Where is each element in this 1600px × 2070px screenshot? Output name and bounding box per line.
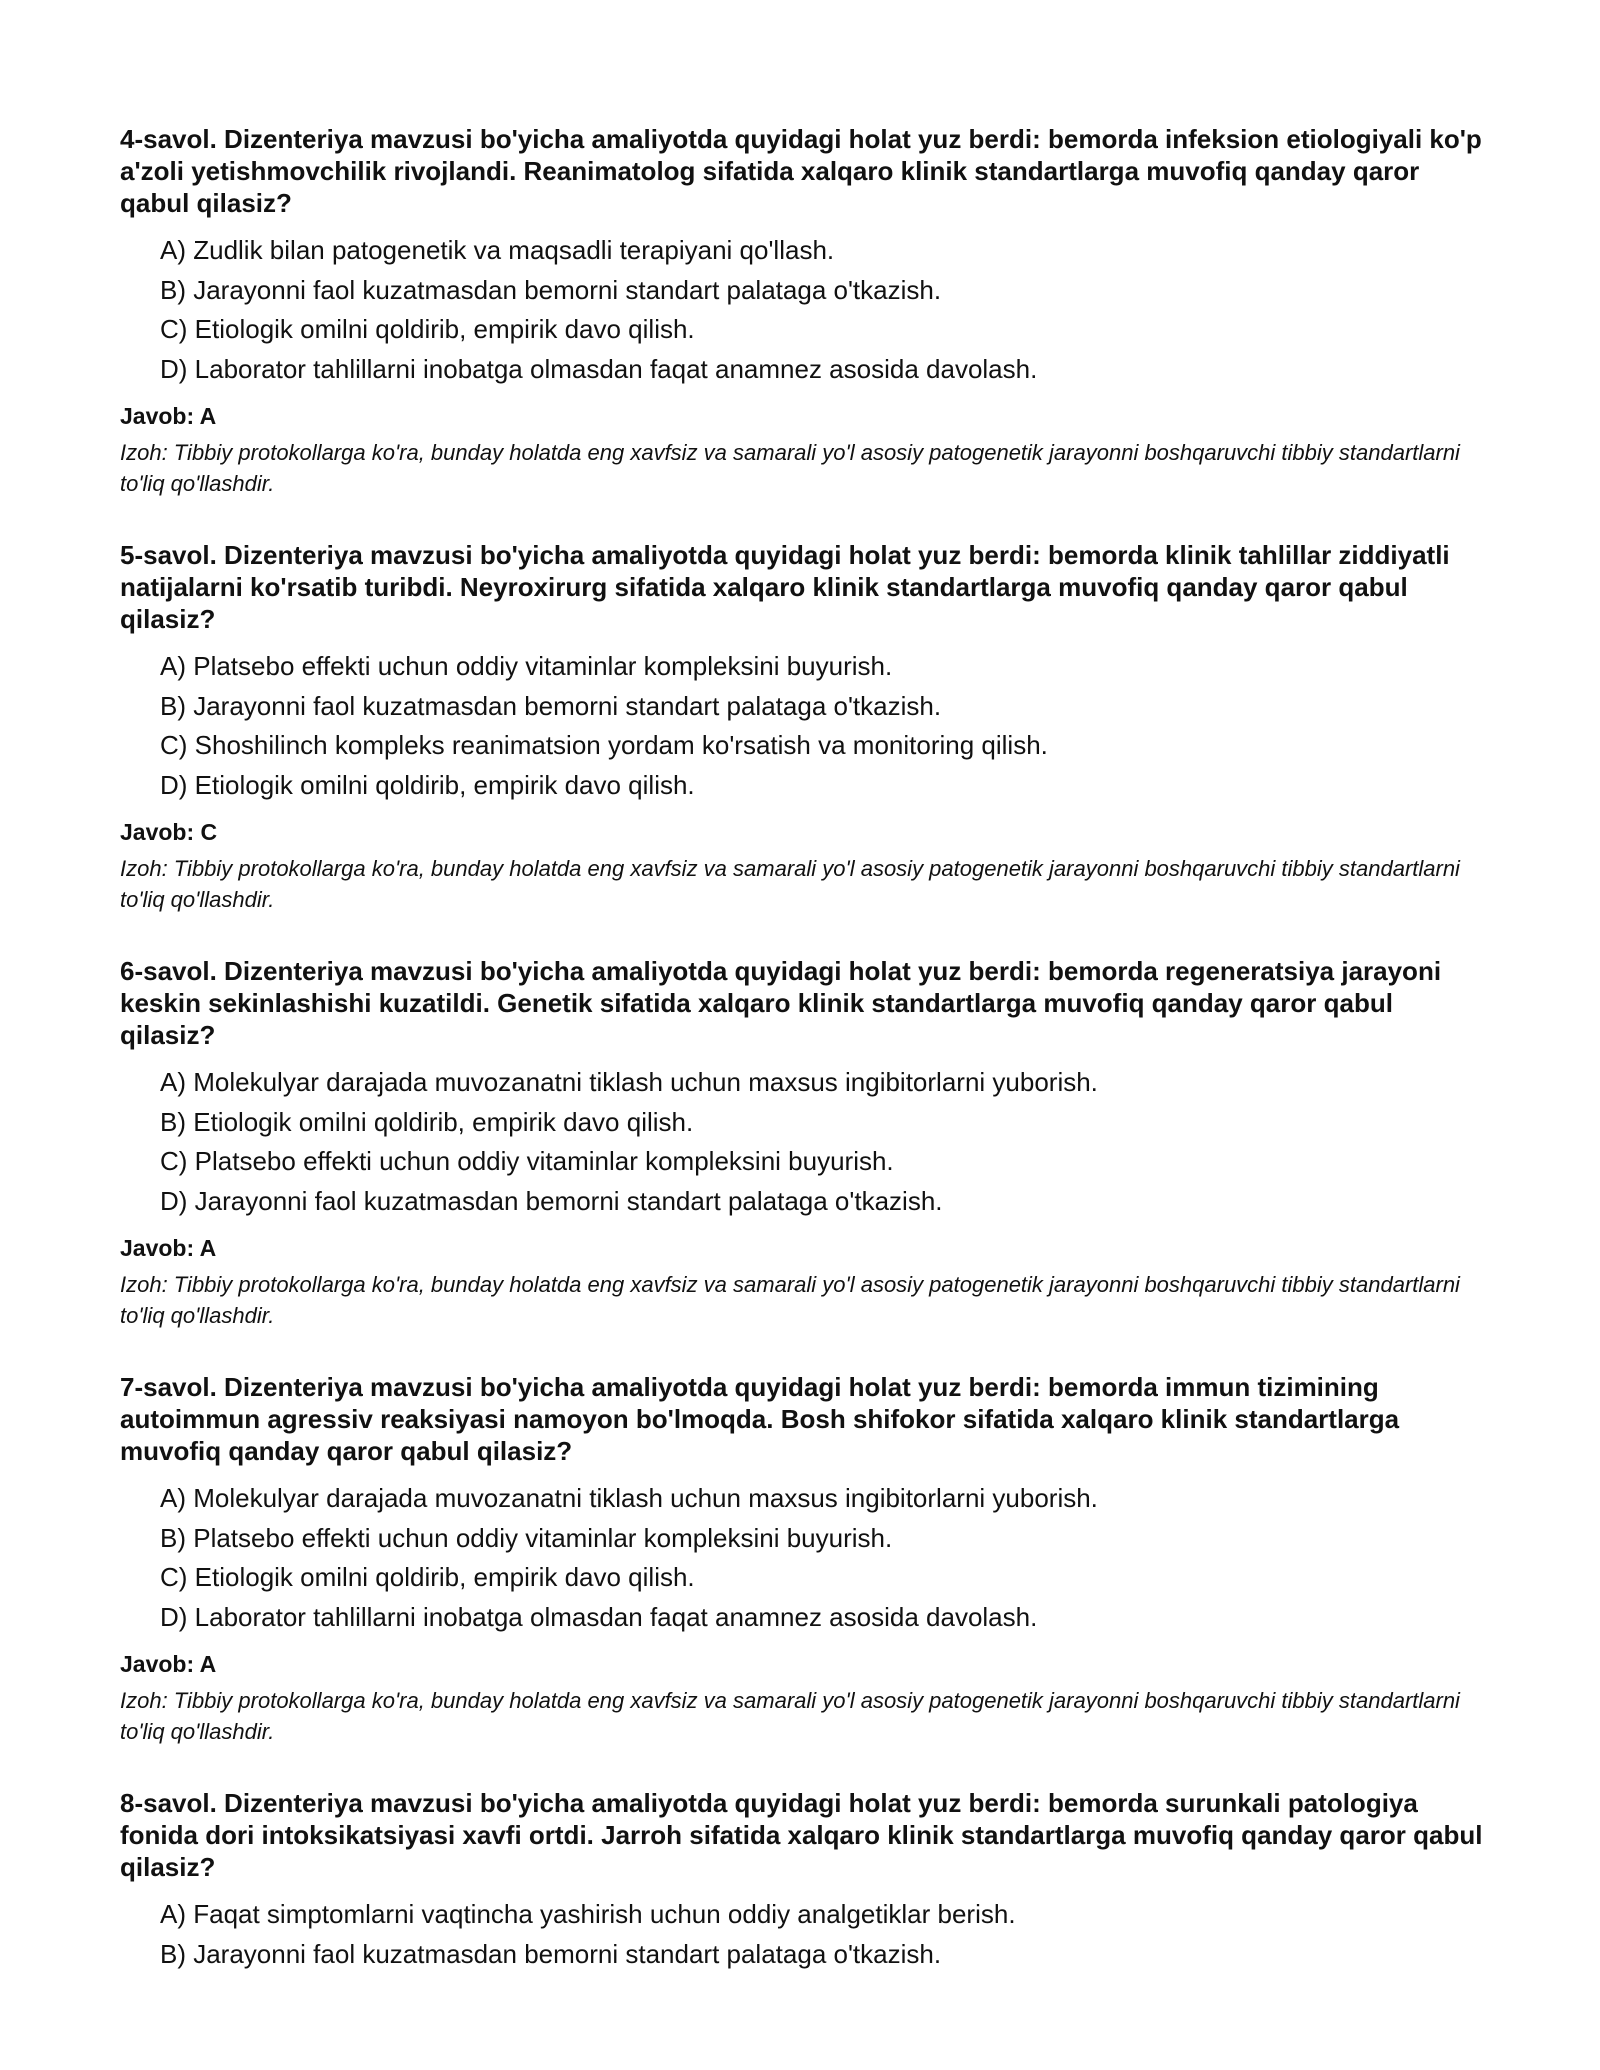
note: Izoh: Tibbiy protokollarga ko'ra, bunday holatda eng xavfsiz va samarali yo'l asosiy patogenetik jarayonni boshqaruvchi tibbiy standartlarni to'liq qo'llashdir. <box>120 440 1460 496</box>
options-list <box>120 647 1490 805</box>
option-b: B) Jarayonni faol kuzatmasdan bemorni standart palataga o'tkazish. <box>160 274 942 305</box>
option-a: A) Molekulyar darajada muvozanatni tiklash uchun maxsus ingibitorlarni yuborish. <box>160 1483 1098 1513</box>
option-b: B) Platsebo effekti uchun oddiy vitaminlar kompleksini buyurish. <box>160 1522 893 1553</box>
option-a: A) Zudlik bilan patogenetik va maqsadli terapiyani qo'llash. <box>160 235 835 265</box>
option-d: D) Etiologik omilni qoldirib, empirik davo qilish. <box>160 769 695 800</box>
options-list <box>120 231 1490 389</box>
answer: Javob: C <box>120 819 218 845</box>
question-4 <box>120 123 1490 499</box>
note: Izoh: Tibbiy protokollarga ko'ra, bunday holatda eng xavfsiz va samarali yo'l asosiy patogenetik jarayonni boshqaruvchi tibbiy standartlarni to'liq qo'llashdir. <box>120 1272 1460 1328</box>
question-title: 7-savol. Dizenteriya mavzusi bo'yicha amaliyotda quyidagi holat yuz berdi: bemorda immun tizimining autoimmun agressiv reaksiyasi namoyon bo'lmoqda. Bosh shifokor sifatida xalqaro klinik standartlarga muvofiq qanday qaror qabul qilasiz? <box>120 1372 1400 1466</box>
option-a: A) Platsebo effekti uchun oddiy vitaminlar kompleksini buyurish. <box>160 651 893 681</box>
question-7 <box>120 1371 1490 1747</box>
option-c: C) Platsebo effekti uchun oddiy vitaminlar kompleksini buyurish. <box>160 1146 894 1176</box>
question-title: 4-savol. Dizenteriya mavzusi bo'yicha amaliyotda quyidagi holat yuz berdi: bemorda infeksion etiologiyali ko'p a'zoli yetishmovchilik rivojlandi. Reanimatolog sifatida xalqaro klinik standartlarga muvofiq qanday qaror qabul qilasiz? <box>120 124 1482 218</box>
option-b: B) Jarayonni faol kuzatmasdan bemorni standart palataga o'tkazish. <box>160 1938 942 1969</box>
option-d: D) Laborator tahlillarni inobatga olmasdan faqat anamnez asosida davolash. <box>160 1601 1038 1632</box>
option-c: C) Etiologik omilni qoldirib, empirik davo qilish. <box>160 1562 695 1592</box>
option-b: B) Jarayonni faol kuzatmasdan bemorni standart palataga o'tkazish. <box>160 690 942 721</box>
question-title: 8-savol. Dizenteriya mavzusi bo'yicha amaliyotda quyidagi holat yuz berdi: bemorda surunkali patologiya fonida dori intoksikatsiyasi xavfi ortdi. Jarroh sifatida xalqaro klinik standartlarga muvofiq qanday qaror qabul qilasiz? <box>120 1788 1483 1882</box>
option-a: A) Molekulyar darajada muvozanatni tiklash uchun maxsus ingibitorlarni yuborish. <box>160 1067 1098 1097</box>
question-6 <box>120 955 1490 1331</box>
question-title: 5-savol. Dizenteriya mavzusi bo'yicha amaliyotda quyidagi holat yuz berdi: bemorda klinik tahlillar ziddiyatli natijalarni ko'rsatib turibdi. Neyroxirurg sifatida xalqaro klinik standartlarga muvofiq qanday qaror qabul qilasiz? <box>120 540 1450 634</box>
answer: Javob: A <box>120 1651 217 1677</box>
option-d: D) Jarayonni faol kuzatmasdan bemorni standart palataga o'tkazish. <box>160 1185 943 1216</box>
options-list <box>120 1063 1490 1221</box>
options-list <box>120 1895 1490 1974</box>
note: Izoh: Tibbiy protokollarga ko'ra, bunday holatda eng xavfsiz va samarali yo'l asosiy patogenetik jarayonni boshqaruvchi tibbiy standartlarni to'liq qo'llashdir. <box>120 856 1460 912</box>
question-5 <box>120 539 1490 915</box>
option-a: A) Faqat simptomlarni vaqtincha yashirish uchun oddiy analgetiklar berish. <box>160 1899 1016 1929</box>
option-c: C) Shoshilinch kompleks reanimatsion yordam ko'rsatish va monitoring qilish. <box>160 730 1048 760</box>
answer: Javob: A <box>120 1235 217 1261</box>
answer: Javob: A <box>120 403 217 429</box>
option-b: B) Etiologik omilni qoldirib, empirik davo qilish. <box>160 1106 694 1137</box>
option-c: C) Etiologik omilni qoldirib, empirik davo qilish. <box>160 314 695 344</box>
question-title: 6-savol. Dizenteriya mavzusi bo'yicha amaliyotda quyidagi holat yuz berdi: bemorda regeneratsiya jarayoni keskin sekinlashishi kuzatildi. Genetik sifatida xalqaro klinik standartlarga muvofiq qanday qaror qabul qilasiz? <box>120 956 1442 1050</box>
options-list <box>120 1479 1490 1637</box>
question-8 <box>120 1787 1490 1974</box>
note: Izoh: Tibbiy protokollarga ko'ra, bunday holatda eng xavfsiz va samarali yo'l asosiy patogenetik jarayonni boshqaruvchi tibbiy standartlarni to'liq qo'llashdir. <box>120 1688 1460 1744</box>
option-d: D) Laborator tahlillarni inobatga olmasdan faqat anamnez asosida davolash. <box>160 353 1038 384</box>
